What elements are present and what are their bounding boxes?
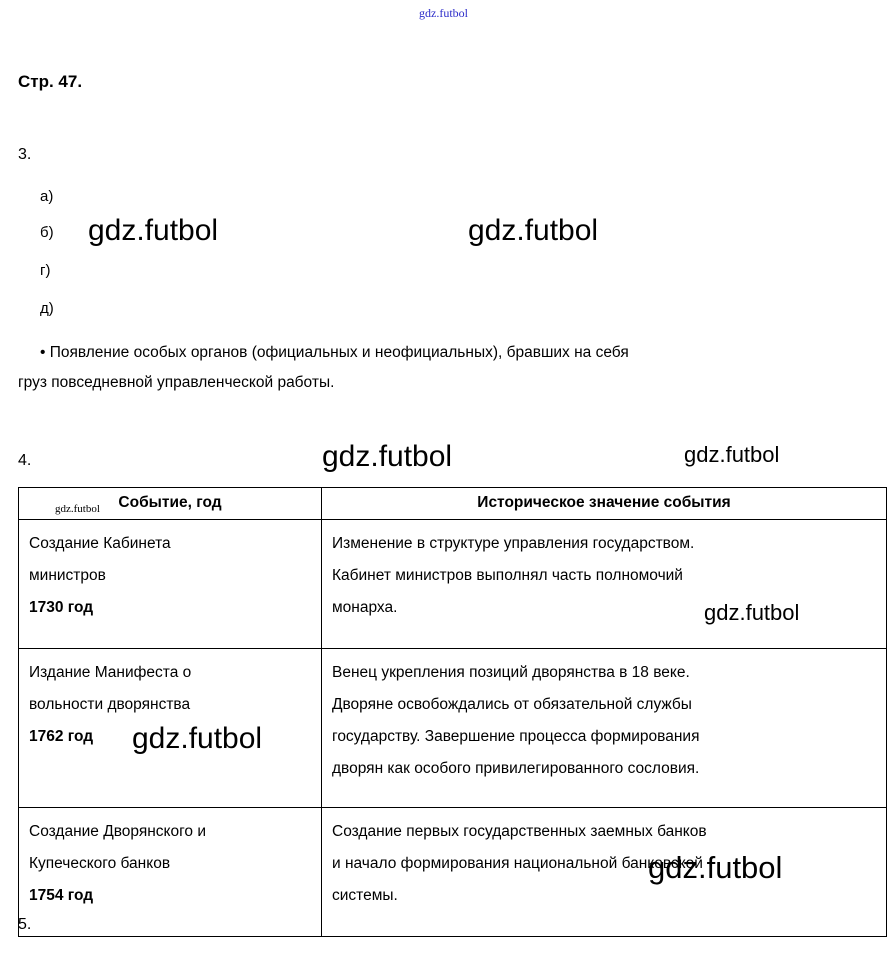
watermark: gdz.futbol — [88, 214, 219, 247]
watermark: gdz.futbol — [684, 442, 780, 467]
table-header-meaning: Историческое значение события — [322, 488, 887, 520]
table-cell-meaning — [322, 808, 887, 937]
meaning-line-3: системы. — [332, 887, 398, 904]
event-year: 1754 год — [29, 887, 94, 904]
table-cell-event — [19, 649, 322, 808]
meaning-line-1: Венец укрепления позиций дворянства в 18 веке. — [332, 664, 690, 681]
meaning-line-1: Изменение в структуре управления государством. — [332, 535, 695, 552]
table-header-row — [19, 488, 887, 520]
table-row — [19, 649, 887, 808]
watermark: gdz.futbol — [468, 214, 599, 247]
question-3-item-b: б) — [40, 224, 54, 241]
answer-line-2: груз повседневной управленческой работы. — [18, 374, 335, 391]
events-table — [18, 487, 887, 937]
table-row — [19, 808, 887, 937]
watermark-top: gdz.futbol — [419, 6, 468, 20]
table-header-event: Событие, год — [19, 488, 322, 520]
event-line-1: Издание Манифеста о — [29, 664, 192, 681]
meaning-line-2: и начало формирования национальной банковской — [332, 855, 703, 872]
meaning-line-2: Дворяне освобождались от обязательной службы — [332, 696, 692, 713]
watermark: gdz.futbol — [704, 600, 800, 625]
page-label: Стр. 47. — [18, 72, 83, 91]
question-4-number: 4. — [18, 452, 32, 469]
meaning-line-3: монарха. — [332, 599, 398, 616]
watermark: gdz.futbol — [55, 503, 100, 515]
question-3-number: 3. — [18, 146, 32, 163]
question-3-item-a: а) — [40, 188, 54, 205]
event-year: 1730 год — [29, 599, 94, 616]
next-question-number: 5. — [18, 916, 32, 933]
table-cell-meaning — [322, 520, 887, 649]
question-3-item-d: д) — [40, 300, 54, 317]
meaning-line-4: дворян как особого привилегированного сословия. — [332, 760, 700, 777]
event-line-1: Создание Дворянского и — [29, 823, 207, 840]
question-3-item-g: г) — [40, 262, 51, 279]
table-cell-meaning — [322, 649, 887, 808]
event-line-2: Купеческого банков — [29, 855, 171, 872]
table-cell-event — [19, 808, 322, 937]
answer-line-1: • Появление особых органов (официальных и неофициальных), бравших на себя — [40, 344, 629, 361]
watermark: gdz.futbol — [132, 722, 263, 755]
event-line-1: Создание Кабинета — [29, 535, 171, 552]
event-line-2: вольности дворянства — [29, 696, 191, 713]
table-cell-event — [19, 520, 322, 649]
event-line-2: министров — [29, 567, 106, 584]
watermark: gdz.futbol — [322, 440, 453, 473]
watermark: gdz.futbol — [648, 850, 783, 885]
meaning-line-3: государству. Завершение процесса формирования — [332, 728, 700, 745]
meaning-line-2: Кабинет министров выполнял часть полномочий — [332, 567, 683, 584]
table-row — [19, 520, 887, 649]
question-3-answer-paragraph — [18, 338, 878, 398]
meaning-line-1: Создание первых государственных заемных банков — [332, 823, 707, 840]
event-year: 1762 год — [29, 728, 94, 745]
